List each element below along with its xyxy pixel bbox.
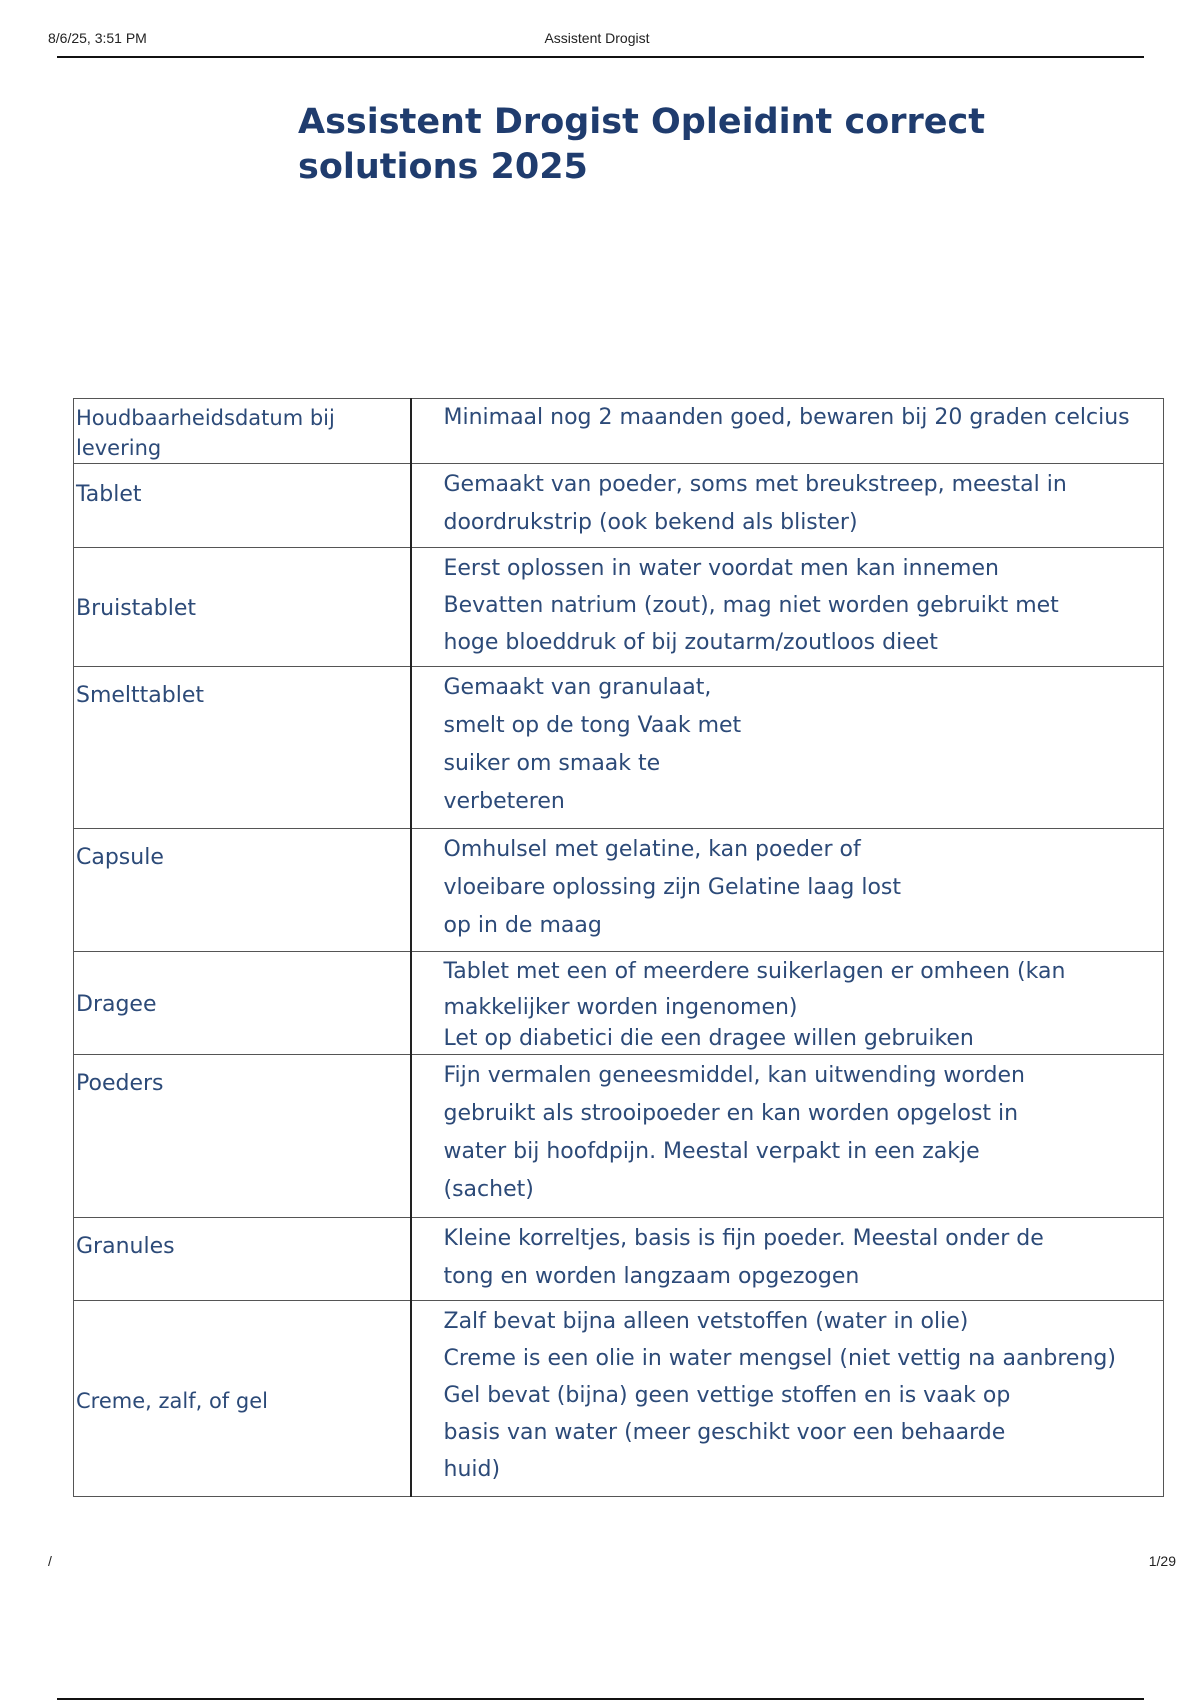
- description-line: Eerst oplossen in water voordat men kan innemen: [443, 556, 999, 581]
- description-line: (sachet): [443, 1177, 534, 1202]
- table-row: [74, 548, 1164, 667]
- description-cell: [411, 464, 1164, 548]
- description-line: Kleine korreltjes, basis is fijn poeder. Meestal onder de: [443, 1226, 1044, 1251]
- description-cell: [411, 399, 1164, 464]
- term-cell: Bruistablet: [74, 548, 411, 667]
- table-row: [74, 952, 1164, 1055]
- description-line: hoge bloeddruk of bij zoutarm/zoutloos dieet: [443, 630, 938, 655]
- description-cell: [411, 952, 1164, 1055]
- term-cell: Granules: [74, 1218, 411, 1301]
- print-footer-url: /: [48, 1553, 52, 1569]
- terms-table: [73, 398, 1164, 1497]
- description-line: vloeibare oplossing zijn Gelatine laag lost: [443, 875, 901, 900]
- description-line: Let op diabetici die een dragee willen gebruiken: [443, 1026, 974, 1051]
- term-cell: Smelttablet: [74, 667, 411, 829]
- page-title: Assistent Drogist Opleidint correct solutions 2025: [298, 102, 985, 187]
- description-line: Creme is een olie in water mengsel (niet vettig na aanbreng): [443, 1346, 1116, 1371]
- description-cell: [411, 548, 1164, 667]
- header-divider: [57, 56, 1144, 58]
- description-line: makkelijker worden ingenomen): [443, 995, 798, 1020]
- description-line: Zalf bevat bijna alleen vetstoffen (water in olie): [443, 1309, 969, 1334]
- print-footer: [48, 1553, 1176, 1573]
- description-line: suiker om smaak te: [443, 751, 661, 776]
- table-row: [74, 399, 1164, 464]
- description-line: op in de maag: [443, 913, 602, 938]
- description-line: tong en worden langzaam opgezogen: [443, 1264, 860, 1289]
- table-row: [74, 829, 1164, 952]
- description-cell: [411, 1055, 1164, 1218]
- description-line: huid): [443, 1457, 501, 1482]
- table-row: [74, 1218, 1164, 1301]
- description-line: Gemaakt van poeder, soms met breukstreep, meestal in: [443, 472, 1067, 497]
- term-cell: Houdbaarheidsdatum bij levering: [74, 399, 411, 464]
- term-cell: Creme, zalf, of gel: [74, 1301, 411, 1497]
- description-line: Gemaakt van granulaat,: [443, 675, 712, 700]
- description-line: verbeteren: [443, 789, 565, 814]
- description-line: Tablet met een of meerdere suikerlagen er omheen (kan: [443, 959, 1066, 984]
- term-cell: Poeders: [74, 1055, 411, 1218]
- description-line: basis van water (meer geschikt voor een behaarde: [443, 1420, 1006, 1445]
- description-line: Gel bevat (bijna) geen vettige stoffen en is vaak op: [443, 1383, 1011, 1408]
- table-row: [74, 464, 1164, 548]
- description-line: Minimaal nog 2 maanden goed, bewaren bij 20 graden celcius: [443, 405, 1130, 430]
- term-cell: Capsule: [74, 829, 411, 952]
- description-line: Bevatten natrium (zout), mag niet worden gebruikt met: [443, 593, 1059, 618]
- term-cell: Tablet: [74, 464, 411, 548]
- description-cell: [411, 829, 1164, 952]
- description-cell: [411, 667, 1164, 829]
- description-cell: [411, 1218, 1164, 1301]
- description-line: Omhulsel met gelatine, kan poeder of: [443, 837, 861, 862]
- description-line: Fijn vermalen geneesmiddel, kan uitwending worden: [443, 1063, 1025, 1088]
- description-line: doordrukstrip (ook bekend als blister): [443, 510, 858, 535]
- print-header: [48, 30, 1146, 50]
- print-date: 8/6/25, 3:51 PM: [48, 30, 147, 46]
- print-doc-title: Assistent Drogist: [544, 30, 650, 46]
- description-line: gebruikt als strooipoeder en kan worden opgelost in: [443, 1101, 1019, 1126]
- page-number: 1/29: [1148, 1553, 1176, 1569]
- description-cell: [411, 1301, 1164, 1497]
- term-cell: Dragee: [74, 952, 411, 1055]
- description-line: water bij hoofdpijn. Meestal verpakt in een zakje: [443, 1139, 980, 1164]
- table-row: [74, 1301, 1164, 1497]
- description-line: smelt op de tong Vaak met: [443, 713, 742, 738]
- table-row: [74, 667, 1164, 829]
- table-row: [74, 1055, 1164, 1218]
